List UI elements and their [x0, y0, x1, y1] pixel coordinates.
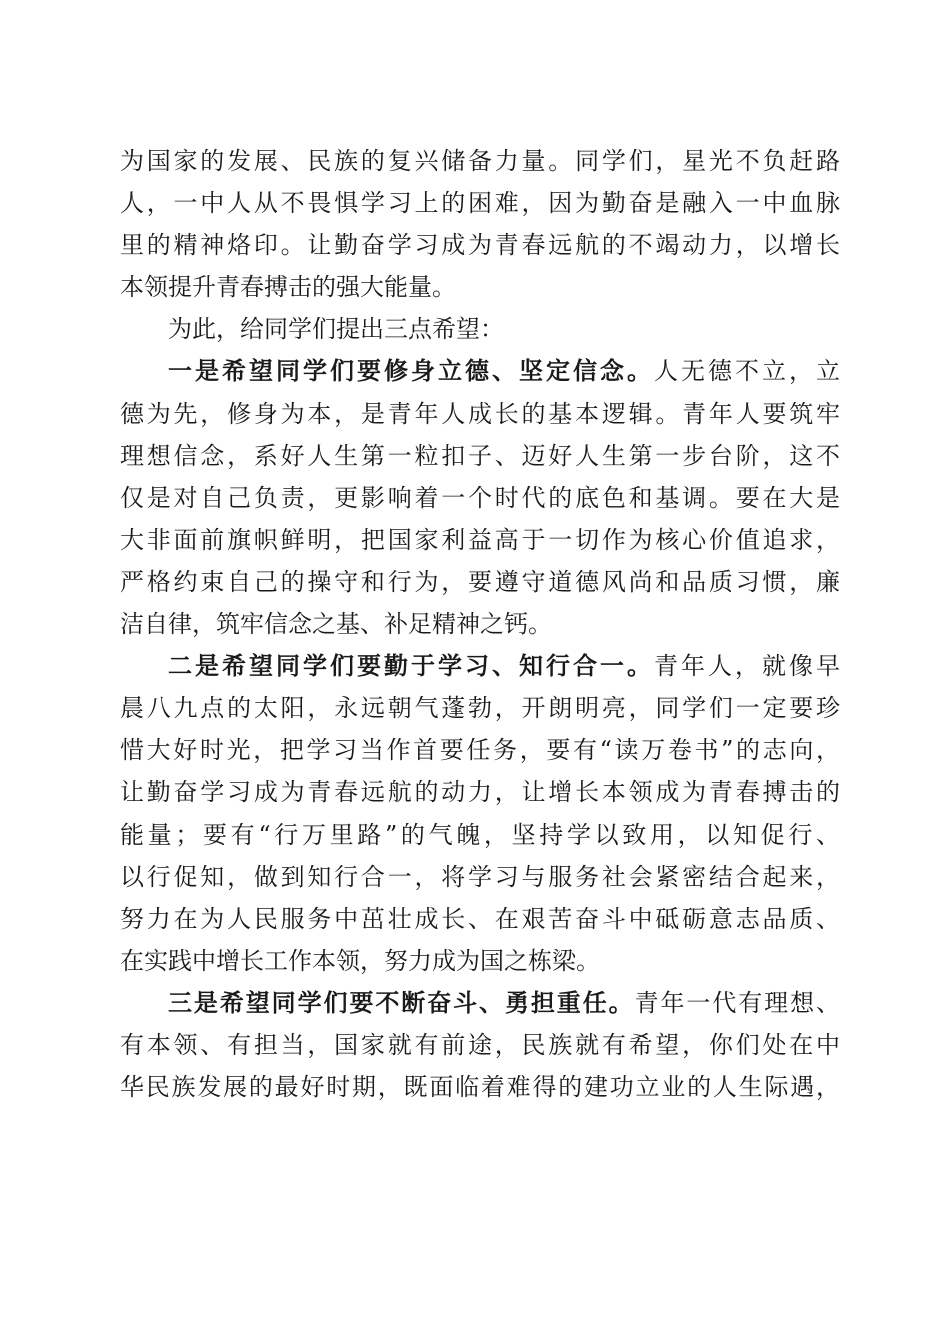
text-line: 仅是对自己负责，更影响着一个时代的底色和基调。要在大是 [120, 483, 840, 512]
paragraph [120, 350, 840, 645]
paragraph [120, 308, 840, 350]
text-line: 本领提升青春搏击的强大能量。 [120, 273, 456, 302]
text-line: 有本领、有担当，国家就有前途，民族就有希望，你们处在中 [120, 1030, 840, 1059]
text-line: 努力在为人民服务中茁壮成长、在艰苦奋斗中砥砺意志品质、 [120, 904, 840, 933]
text-line: 晨八九点的太阳，永远朝气蓬勃，开朗明亮，同学们一定要珍 [120, 694, 840, 723]
text-line: 大非面前旗帜鲜明，把国家利益高于一切作为核心价值追求， [120, 525, 840, 554]
text-line: 惜大好时光，把学习当作首要任务，要有“读万卷书”的志向， [120, 736, 840, 765]
paragraph [120, 645, 840, 982]
paragraph-lead: 三是希望同学们要不断奋斗、勇担重任。 [168, 987, 635, 1017]
text-line: 为此，给同学们提出三点希望： [168, 315, 504, 344]
text-line: 华民族发展的最好时期，既面临着难得的建功立业的人生际遇， [120, 1073, 840, 1102]
text-line: 严格约束自己的操守和行为，要遵守道德风尚和品质习惯，廉 [120, 567, 840, 596]
text-line: 德为先，修身为本，是青年人成长的基本逻辑。青年人要筑牢 [120, 399, 840, 428]
text-line: 洁自律，筑牢信念之基、补足精神之钙。 [120, 610, 552, 639]
document-page [120, 140, 840, 1108]
text-line [120, 350, 840, 392]
paragraph [120, 982, 840, 1108]
text-line [120, 982, 840, 1024]
text-line: 以行促知，做到知行合一，将学习与服务社会紧密结合起来， [120, 862, 840, 891]
paragraph-lead: 二是希望同学们要勤于学习、知行合一。 [168, 651, 654, 681]
text-line [120, 645, 840, 687]
text-line: 在实践中增长工作本领，努力成为国之栋梁。 [120, 946, 600, 975]
text-line: 里的精神烙印。让勤奋学习成为青春远航的不竭动力，以增长 [120, 231, 840, 260]
text-run: 人无德不立，立 [654, 357, 840, 386]
paragraph [120, 140, 840, 308]
text-line: 为国家的发展、民族的复兴储备力量。同学们，星光不负赶路 [120, 147, 840, 175]
text-line: 让勤奋学习成为青春远航的动力，让增长本领成为青春搏击的 [120, 778, 840, 807]
text-line: 人，一中人从不畏惧学习上的困难，因为勤奋是融入一中血脉 [120, 189, 840, 218]
text-line: 能量；要有“行万里路”的气魄，坚持学以致用，以知促行、 [120, 820, 840, 849]
text-run: 青年一代有理想、 [634, 988, 841, 1017]
text-line: 理想信念，系好人生第一粒扣子、迈好人生第一步台阶，这不 [120, 441, 840, 470]
text-run: 青年人，就像早 [654, 652, 840, 681]
paragraph-lead: 一是希望同学们要修身立德、坚定信念。 [168, 356, 654, 386]
